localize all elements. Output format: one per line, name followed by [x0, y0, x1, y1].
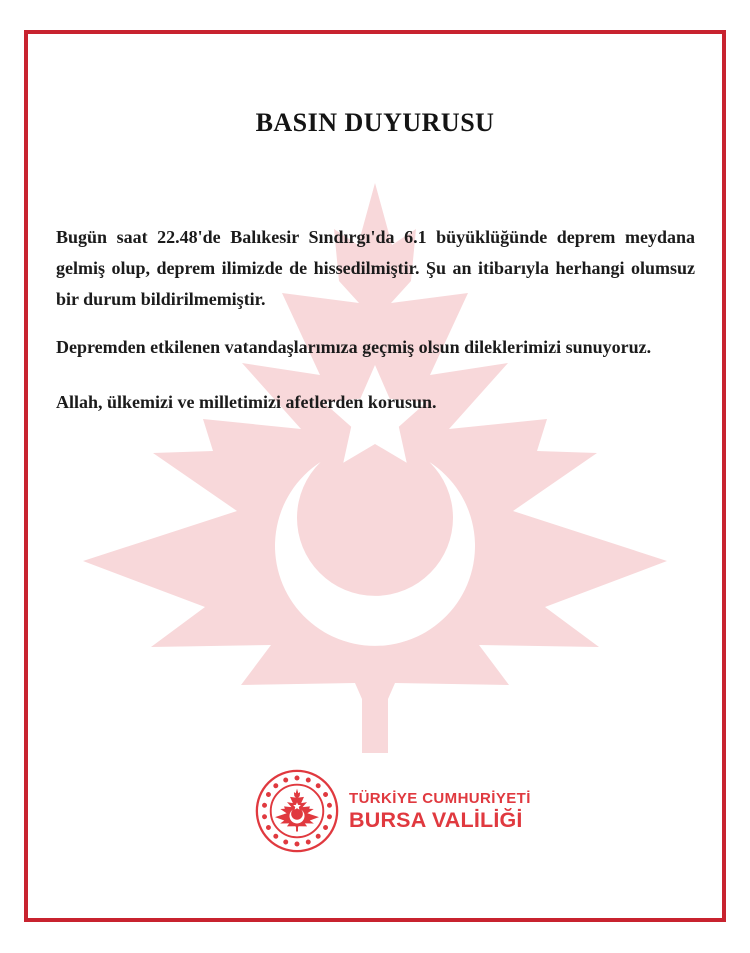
paragraph-get-well-wishes: Depremden etkilenen vatandaşlarımıza geçmiş olsun dileklerimizi sunuyoruz.	[56, 337, 652, 357]
logo-country-line: TÜRKİYE CUMHURİYETİ	[349, 789, 531, 807]
paragraph-earthquake-announcement	[56, 222, 695, 315]
bursa-governorship-logo	[254, 768, 531, 854]
paragraph-line: gelmiş olup, deprem ilimizde de hissedilmiştir. Şu an itibarıyla herhangi olumsuz	[56, 258, 695, 278]
paragraph-prayer: Allah, ülkemizi ve milletimizi afetlerden korusun.	[56, 392, 437, 412]
page-title: BASIN DUYURUSU	[255, 108, 495, 137]
logo-governorship-line: BURSA VALİLİĞİ	[349, 807, 523, 832]
logo-text-block	[349, 790, 531, 833]
paragraph-line: bir durum bildirilmemiştir.	[56, 289, 266, 309]
paragraph-line: Bugün saat 22.48'de Balıkesir Sındırgı'da 6.1 büyüklüğünde deprem meydana	[56, 227, 695, 247]
turkish-government-leaf-emblem-icon	[254, 768, 340, 854]
